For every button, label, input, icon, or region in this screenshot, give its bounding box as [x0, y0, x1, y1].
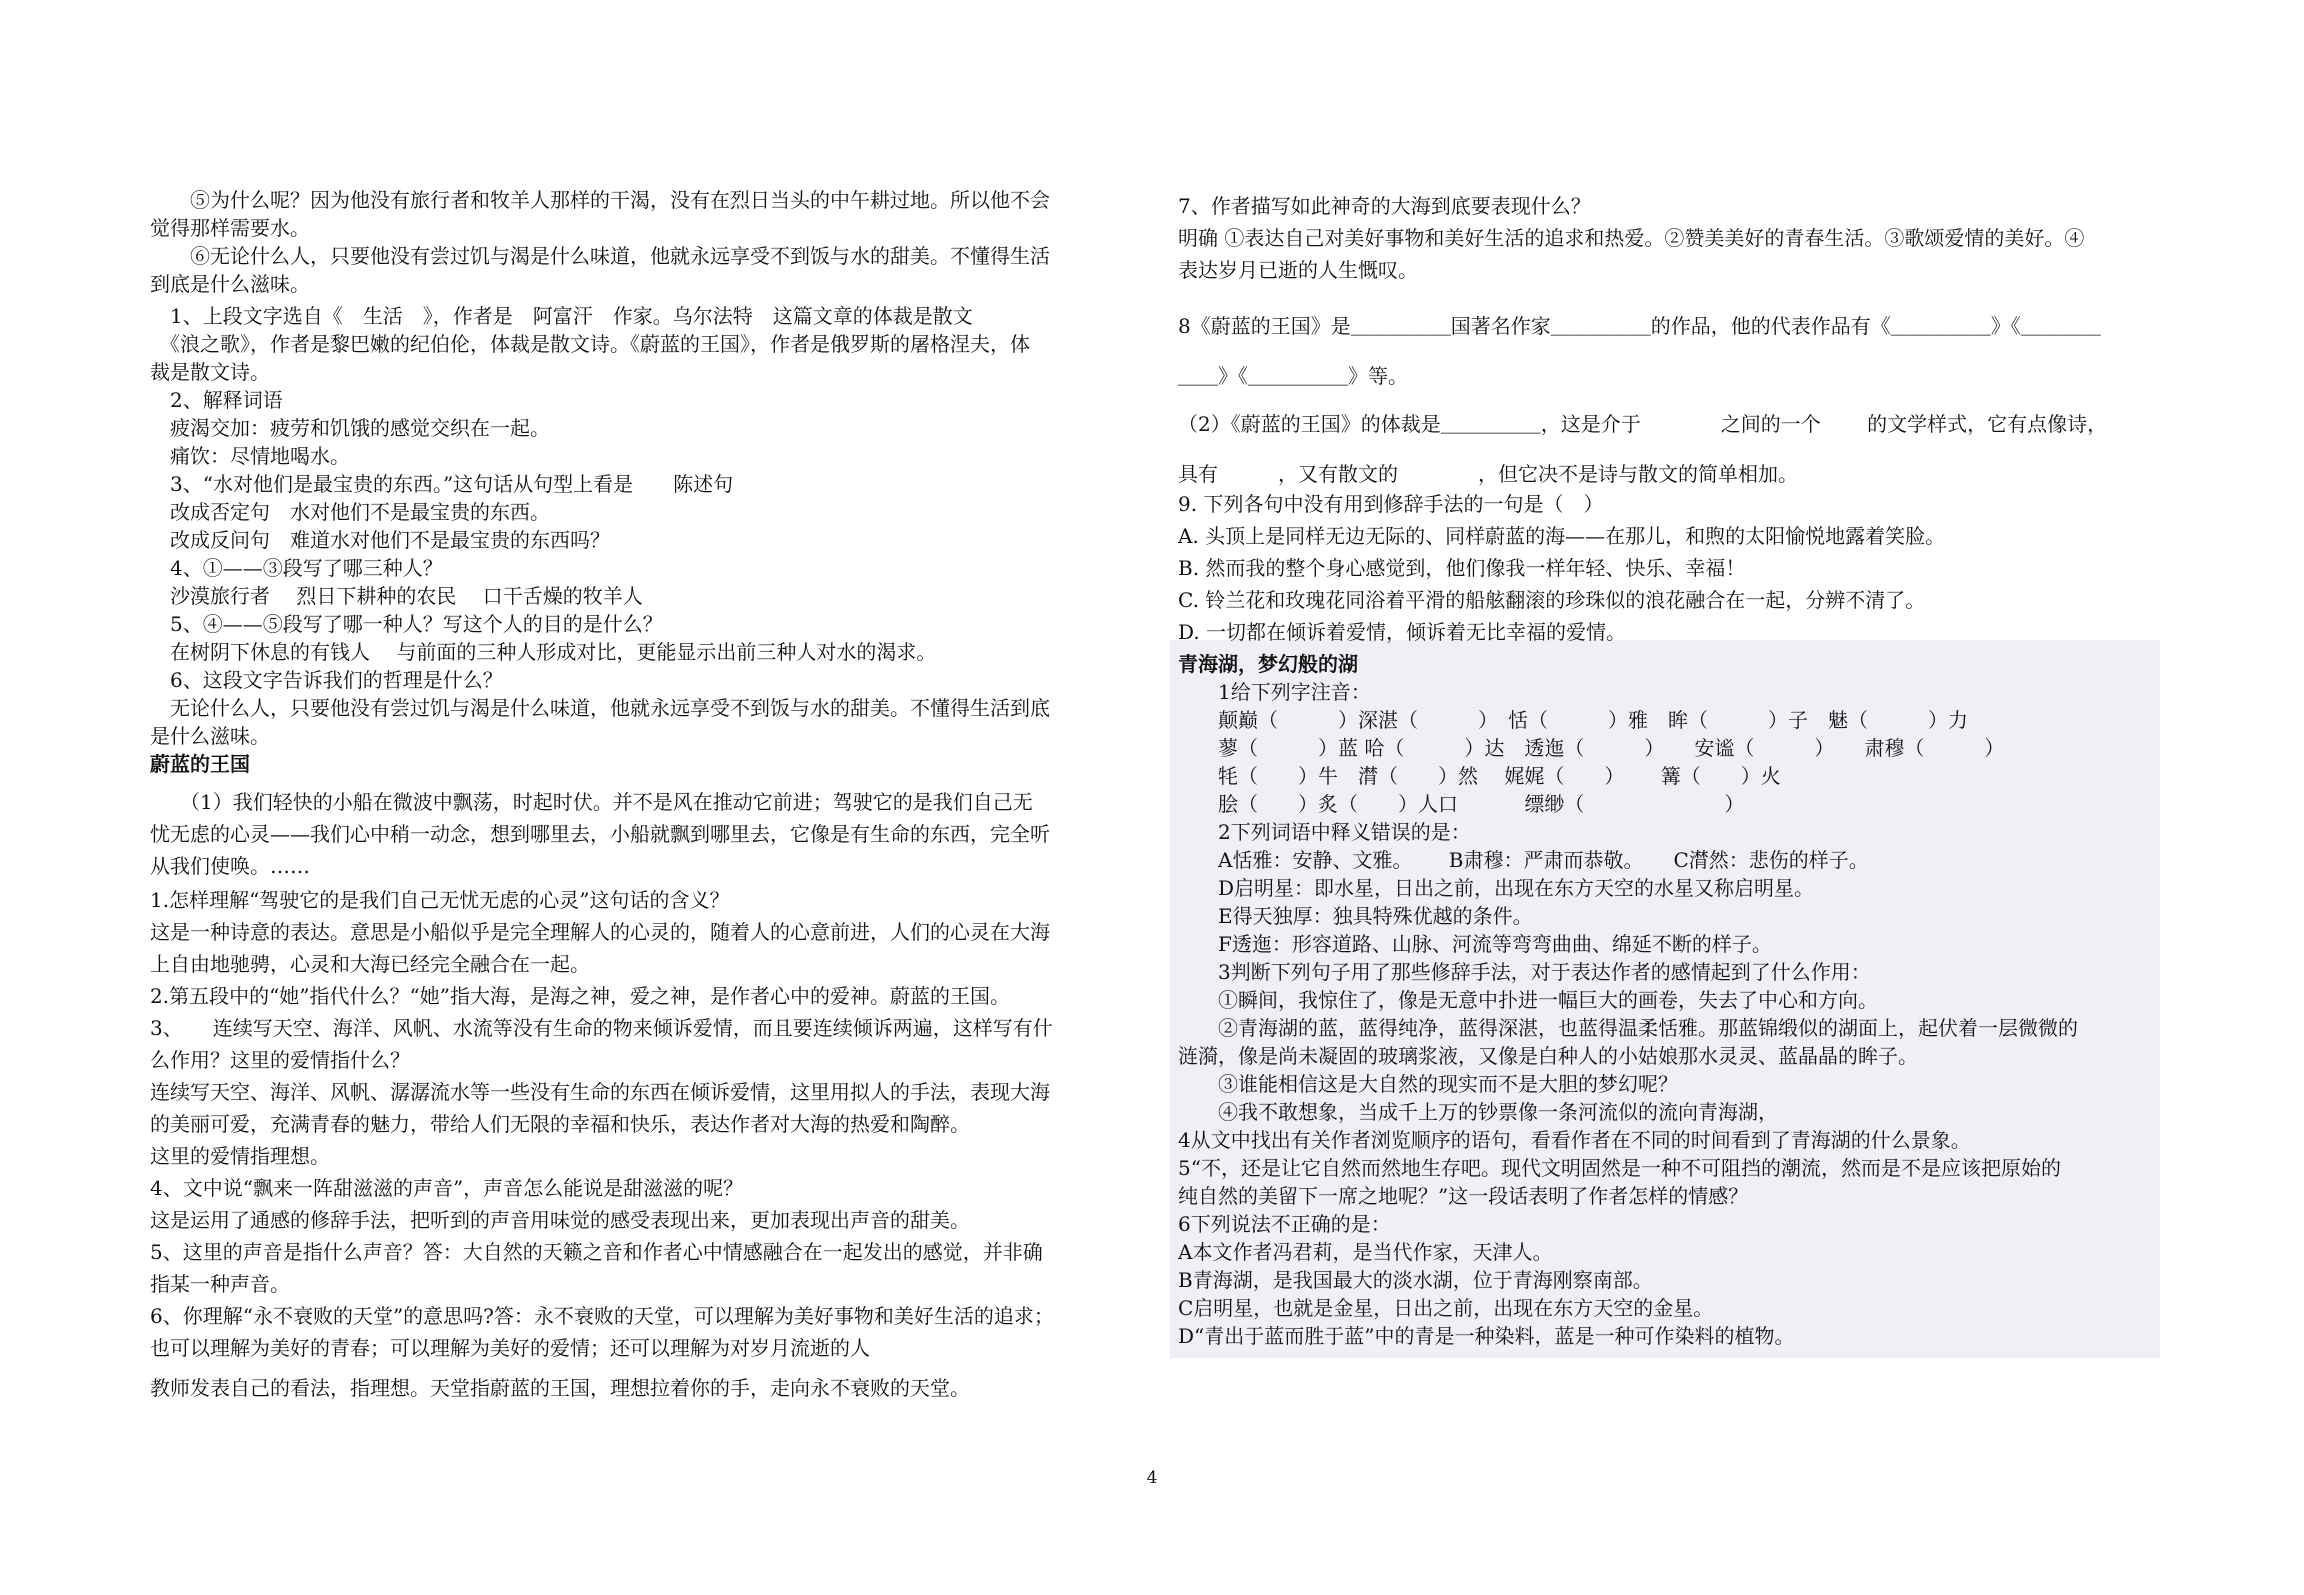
text-line: B青海湖，是我国最大的淡水湖，位于青海刚察南部。 [1178, 1268, 1653, 1292]
text-line: 6下列说法不正确的是： [1178, 1212, 1391, 1236]
section-heading: 青海湖，梦幻般的湖 [1178, 652, 1358, 676]
text-line: ①瞬间，我惊住了，像是无意中扑进一幅巨大的画卷，失去了中心和方向。 [1178, 988, 1878, 1012]
text-line: ②青海湖的蓝，蓝得纯净，蓝得深湛，也蓝得温柔恬雅。那蓝锦缎似的湖面上，起伏着一层微微的 [1178, 1016, 2078, 1040]
text-line: 1.怎样理解“驾驶它的是我们自己无忧无虑的心灵”这句话的含义？ [150, 888, 730, 912]
text-line: D启明星：即水星，日出之前，出现在东方天空的水星又称启明星。 [1178, 876, 1815, 900]
text-line: 到底是什么滋味。 [150, 272, 310, 296]
text-line: 涟漪，像是尚未凝固的玻璃浆液，又像是白种人的小姑娘那水灵灵、蓝晶晶的眸子。 [1178, 1044, 1918, 1068]
text-line: 1、上段文字选自《 生活 》，作者是 阿富汗 作家。乌尔法特 这篇文章的体裁是散文 [150, 304, 973, 328]
text-line: 具有 ，又有散文的 ，但它决不是诗与散文的简单相加。 [1178, 462, 1798, 486]
text-line: ⑥无论什么人，只要他没有尝过饥与渴是什么味道，他就永远享受不到饭与水的甜美。不懂得生活 [150, 244, 1050, 268]
text-line: 疲渴交加：疲劳和饥饿的感觉交织在一起。 [150, 416, 550, 440]
text-line: 3判断下列句子用了那些修辞手法，对于表达作者的感情起到了什么作用： [1178, 960, 1871, 984]
text-line: 指某一种声音。 [150, 1272, 290, 1296]
text-line: C. 铃兰花和玫瑰花同浴着平滑的船舷翻滚的珍珠似的浪花融合在一起，分辨不清了。 [1178, 588, 1926, 612]
text-line: 是什么滋味。 [150, 724, 270, 748]
text-line: 这里的爱情指理想。 [150, 1144, 330, 1168]
text-line: 改成反问句 难道水对他们不是最宝贵的东西吗？ [150, 528, 610, 552]
text-line: ④我不敢想象，当成千上万的钞票像一条河流似的流向青海湖， [1178, 1100, 1778, 1124]
text-line: 明确 ①表达自己对美好事物和美好生活的追求和热爱。②赞美美好的青春生活。③歌颂爱情的美好。④ [1178, 226, 2085, 250]
text-line: 4、文中说“飘来一阵甜滋滋的声音”，声音怎么能说是甜滋滋的呢？ [150, 1176, 744, 1200]
text-line: B. 然而我的整个身心感觉到，他们像我一样年轻、快乐、幸福！ [1178, 556, 1746, 580]
text-line: 牦（ ）牛 潸（ ）然 娓娓（ ） 篝（ ）火 [1178, 764, 1781, 788]
text-line: 2、解释词语 [150, 388, 283, 412]
text-line: 5、这里的声音是指什么声音？答：大自然的天籁之音和作者心中情感融合在一起发出的感觉，并非确 [150, 1240, 1043, 1264]
text-line: 2下列词语中释义错误的是： [1178, 820, 1471, 844]
text-line: A恬雅：安静、文雅。 B肃穆：严肃而恭敬。 C潸然：悲伤的样子。 [1178, 848, 1869, 872]
text-line: ⑤为什么呢？因为他没有旅行者和牧羊人那样的干渴，没有在烈日当头的中午耕过地。所以他不会 [150, 188, 1050, 212]
text-line: 8《蔚蓝的王国》是＿＿＿＿＿国著名作家＿＿＿＿＿的作品，他的代表作品有《＿＿＿＿＿》《＿＿＿＿ [1178, 314, 2101, 338]
text-line: 痛饮：尽情地喝水。 [150, 444, 350, 468]
text-line: 9. 下列各句中没有用到修辞手法的一句是（ ） [1178, 492, 1604, 516]
text-line: 7、作者描写如此神奇的大海到底要表现什么？ [1178, 194, 1591, 218]
page-number: 4 [1146, 1468, 1158, 1488]
text-line: 6、这段文字告诉我们的哲理是什么？ [150, 668, 503, 692]
text-line: 上自由地驰骋，心灵和大海已经完全融合在一起。 [150, 952, 590, 976]
text-line: 裁是散文诗。 [150, 360, 270, 384]
text-line: F透迤：形容道路、山脉、河流等弯弯曲曲、绵延不断的样子。 [1178, 932, 1772, 956]
text-line: D. 一切都在倾诉着爱情，倾诉着无比幸福的爱情。 [1178, 620, 1627, 644]
text-line: 4从文中找出有关作者浏览顺序的语句，看看作者在不同的时间看到了青海湖的什么景象。 [1178, 1128, 1971, 1152]
text-line: ＿＿》《＿＿＿＿＿》等。 [1178, 364, 1408, 388]
text-line: 《浪之歌》，作者是黎巴嫩的纪伯伦，体裁是散文诗。《蔚蓝的王国》，作者是俄罗斯的屠格涅夫，体 [150, 332, 1030, 356]
text-line: 3、 连续写天空、海洋、风帆、水流等没有生命的物来倾诉爱情，而且要连续倾诉两遍，这样写有什 [150, 1016, 1053, 1040]
text-line: 沙漠旅行者 烈日下耕种的农民 口干舌燥的牧羊人 [150, 584, 643, 608]
text-line: 蓼（ ）蓝 哈（ ）达 透迤（ ） 安谧（ ） 肃穆（ ） [1178, 736, 2005, 760]
text-line: 5“不，还是让它自然而然地生存吧。现代文明固然是一种不可阻挡的潮流，然而是不是应该把原始的 [1178, 1156, 2061, 1180]
text-line: 么作用？这里的爱情指什么？ [150, 1048, 410, 1072]
text-line: 1给下列字注音： [1178, 680, 1371, 704]
text-line: 4、①——③段写了哪三种人？ [150, 556, 443, 580]
text-line: 无论什么人，只要他没有尝过饥与渴是什么味道，他就永远享受不到饭与水的甜美。不懂得生活到底 [150, 696, 1050, 720]
text-line: 5、④——⑤段写了哪一种人？写这个人的目的是什么？ [150, 612, 663, 636]
text-line: ③谁能相信这是大自然的现实而不是大胆的梦幻呢？ [1178, 1072, 1678, 1096]
text-line: （2）《蔚蓝的王国》的体裁是＿＿＿＿＿，这是介于 之间的一个 的文学样式，它有点像诗， [1178, 412, 2108, 436]
text-line: 这是一种诗意的表达。意思是小船似乎是完全理解人的心灵的，随着人的心意前进，人们的心灵在大海 [150, 920, 1050, 944]
text-line: E得天独厚：独具特殊优越的条件。 [1178, 904, 1533, 928]
text-line: A本文作者冯君莉，是当代作家，天津人。 [1178, 1240, 1553, 1264]
text-line: 颠巅（ ）深湛（ ） 恬（ ）雅 眸（ ）子 魅（ ）力 [1178, 708, 1968, 732]
text-line: A. 头顶上是同样无边无际的、同样蔚蓝的海——在那儿，和煦的太阳愉悦地露着笑脸。 [1178, 524, 1946, 548]
text-line: 改成否定句 水对他们不是最宝贵的东西。 [150, 500, 550, 524]
text-line: 觉得那样需要水。 [150, 216, 310, 240]
text-line: 教师发表自己的看法，指理想。天堂指蔚蓝的王国，理想拉着你的手，走向永不衰败的天堂。 [150, 1376, 970, 1400]
section-heading: 蔚蓝的王国 [150, 752, 250, 776]
text-line: （1）我们轻快的小船在微波中飘荡，时起时伏。并不是风在推动它前进；驾驶它的是我们自己无 [150, 790, 1033, 814]
text-line: 的美丽可爱，充满青春的魅力，带给人们无限的幸福和快乐，表达作者对大海的热爱和陶醉。 [150, 1112, 970, 1136]
text-line: 纯自然的美留下一席之地呢？”这一段话表明了作者怎样的情感？ [1178, 1184, 1749, 1208]
text-line: 表达岁月已逝的人生慨叹。 [1178, 258, 1418, 282]
text-line: 6、你理解“永不衰败的天堂”的意思吗?答：永不衰败的天堂，可以理解为美好事物和美好生活的追求； [150, 1304, 1054, 1328]
text-line: 2.第五段中的“她”指代什么？“她”指大海，是海之神，爱之神，是作者心中的爱神。蔚蓝的王国。 [150, 984, 1010, 1008]
text-line: 从我们使唤。…… [150, 854, 310, 878]
text-line: 这是运用了通感的修辞手法，把听到的声音用味觉的感受表现出来，更加表现出声音的甜美。 [150, 1208, 970, 1232]
text-line: 也可以理解为美好的青春；可以理解为美好的爱情；还可以理解为对岁月流逝的人 [150, 1336, 870, 1360]
text-line: 忧无虑的心灵——我们心中稍一动念，想到哪里去，小船就飘到哪里去，它像是有生命的东西，完全听 [150, 822, 1050, 846]
text-line: 脍（ ）炙（ ）人口 缥缈（ ） [1178, 792, 1745, 816]
text-line: 在树阴下休息的有钱人 与前面的三种人形成对比，更能显示出前三种人对水的渴求。 [150, 640, 937, 664]
text-line: C启明星，也就是金星，日出之前，出现在东方天空的金星。 [1178, 1296, 1714, 1320]
text-line: 3、“水对他们是最宝贵的东西。”这句话从句型上看是 陈述句 [150, 472, 734, 496]
text-line: D“青出于蓝而胜于蓝”中的青是一种染料，蓝是一种可作染料的植物。 [1178, 1324, 1795, 1348]
text-line: 连续写天空、海洋、风帆、潺潺流水等一些没有生命的东西在倾诉爱情，这里用拟人的手法，表现大海 [150, 1080, 1050, 1104]
